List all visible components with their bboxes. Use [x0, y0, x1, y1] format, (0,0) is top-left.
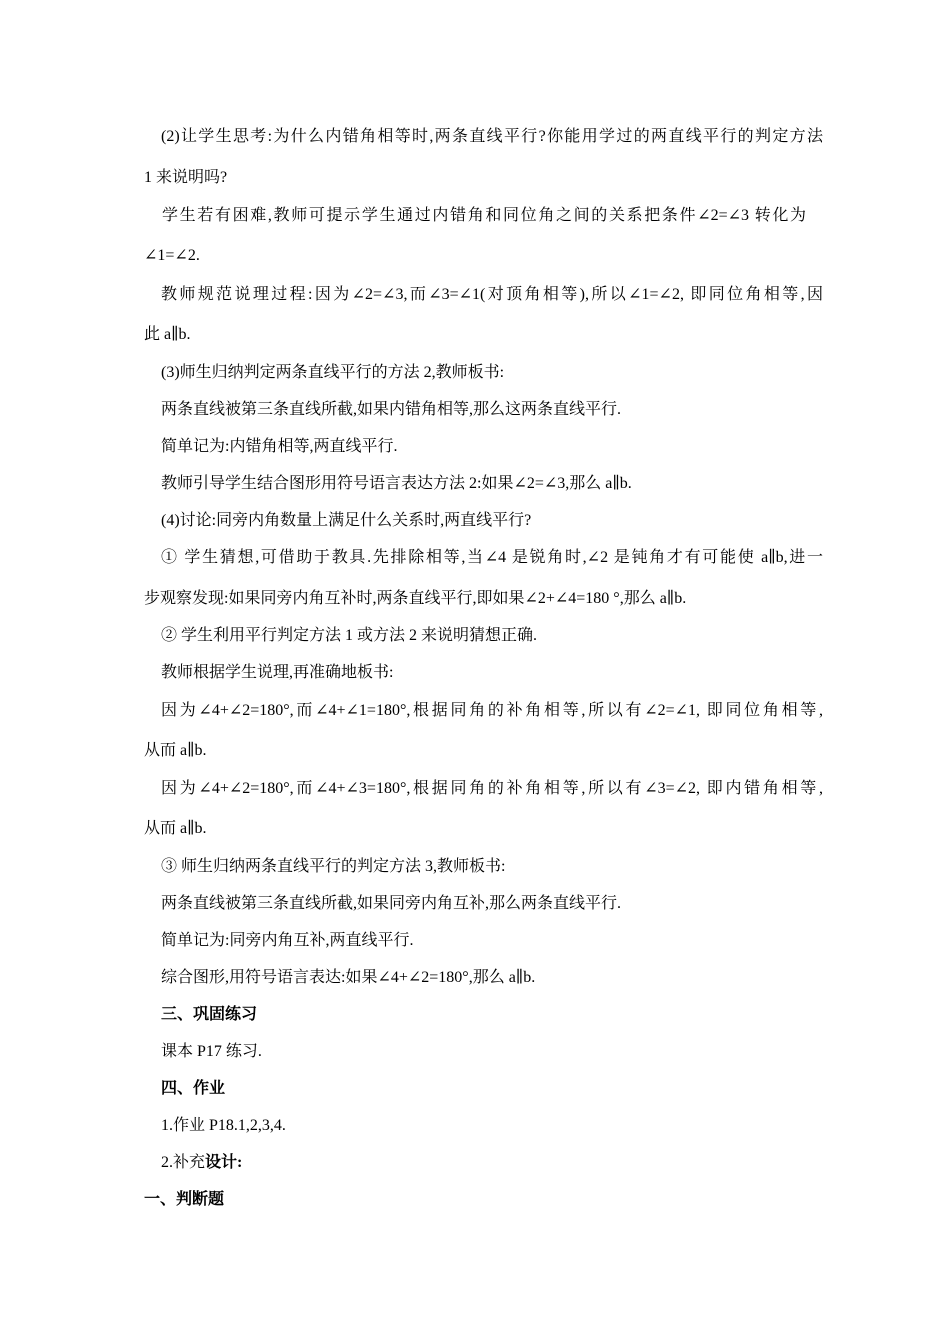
supplement-bold: 设计:: [205, 1154, 243, 1171]
paragraph-line: 1 来说明吗?: [144, 169, 228, 186]
paragraph-line: 从而 a∥b.: [144, 742, 207, 759]
paragraph-line: 两条直线被第三条直线所截,如果内错角相等,那么这两条直线平行.: [161, 401, 622, 418]
section-heading: (3)师生归纳判定两条直线平行的方法 2,教师板书:: [161, 364, 505, 381]
paragraph-line: 两条直线被第三条直线所截,如果同旁内角互补,那么两条直线平行.: [161, 895, 622, 912]
paragraph-line: 教师根据学生说理,再准确地板书:: [161, 664, 394, 681]
section-heading-homework: 四、作业: [161, 1080, 226, 1097]
paragraph-line: 学生若有困难,教师可提示学生通过内错角和同位角之间的关系把条件∠2=∠3 转化为: [162, 207, 806, 224]
paragraph-line: 因为∠4+∠2=180°,而∠4+∠3=180°,根据同角的补角相等,所以有∠3=∠2, 即内错角相等,: [161, 780, 823, 797]
paragraph-line: 教师引导学生结合图形用符号语言表达方法 2:如果∠2=∠3,那么 a∥b.: [161, 475, 632, 492]
paragraph-line: ∠1=∠2.: [144, 247, 200, 264]
paragraph-line: 步观察发现:如果同旁内角互补时,两条直线平行,即如果∠2+∠4=180 °,那么 a∥b.: [144, 590, 687, 607]
supplement-prefix: 2.补充: [161, 1154, 206, 1171]
paragraph-line: (2)让学生思考:为什么内错角相等时,两条直线平行?你能用学过的两直线平行的判定方法: [161, 128, 823, 145]
section-heading: (4)讨论:同旁内角数量上满足什么关系时,两直线平行?: [161, 512, 532, 529]
paragraph-line: 此 a∥b.: [144, 326, 191, 343]
paragraph-line: 简单记为:内错角相等,两直线平行.: [161, 438, 398, 455]
paragraph-line: 1.作业 P18.1,2,3,4.: [161, 1117, 286, 1134]
paragraph-line: ② 学生利用平行判定方法 1 或方法 2 来说明猜想正确.: [161, 627, 538, 644]
paragraph-line: 因为∠4+∠2=180°,而∠4+∠1=180°,根据同角的补角相等,所以有∠2=∠1, 即同位角相等,: [161, 702, 823, 719]
paragraph-line: 课本 P17 练习.: [161, 1043, 262, 1060]
paragraph-line: ① 学生猜想,可借助于教具.先排除相等,当∠4 是锐角时,∠2 是钝角才有可能使 a∥b,进一: [161, 549, 823, 566]
section-heading-practice: 三、巩固练习: [161, 1006, 258, 1023]
paragraph-line: 从而 a∥b.: [144, 820, 207, 837]
paragraph-line: 综合图形,用符号语言表达:如果∠4+∠2=180°,那么 a∥b.: [161, 969, 536, 986]
paragraph-line: 简单记为:同旁内角互补,两直线平行.: [161, 932, 414, 949]
paragraph-line: ③ 师生归纳两条直线平行的判定方法 3,教师板书:: [161, 858, 506, 875]
section-heading-judgment: 一、判断题: [144, 1191, 225, 1208]
paragraph-line-supplement: [161, 1153, 242, 1173]
paragraph-line: 教师规范说理过程:因为∠2=∠3,而∠3=∠1(对顶角相等),所以∠1=∠2, 即同位角相等,因: [161, 286, 823, 303]
